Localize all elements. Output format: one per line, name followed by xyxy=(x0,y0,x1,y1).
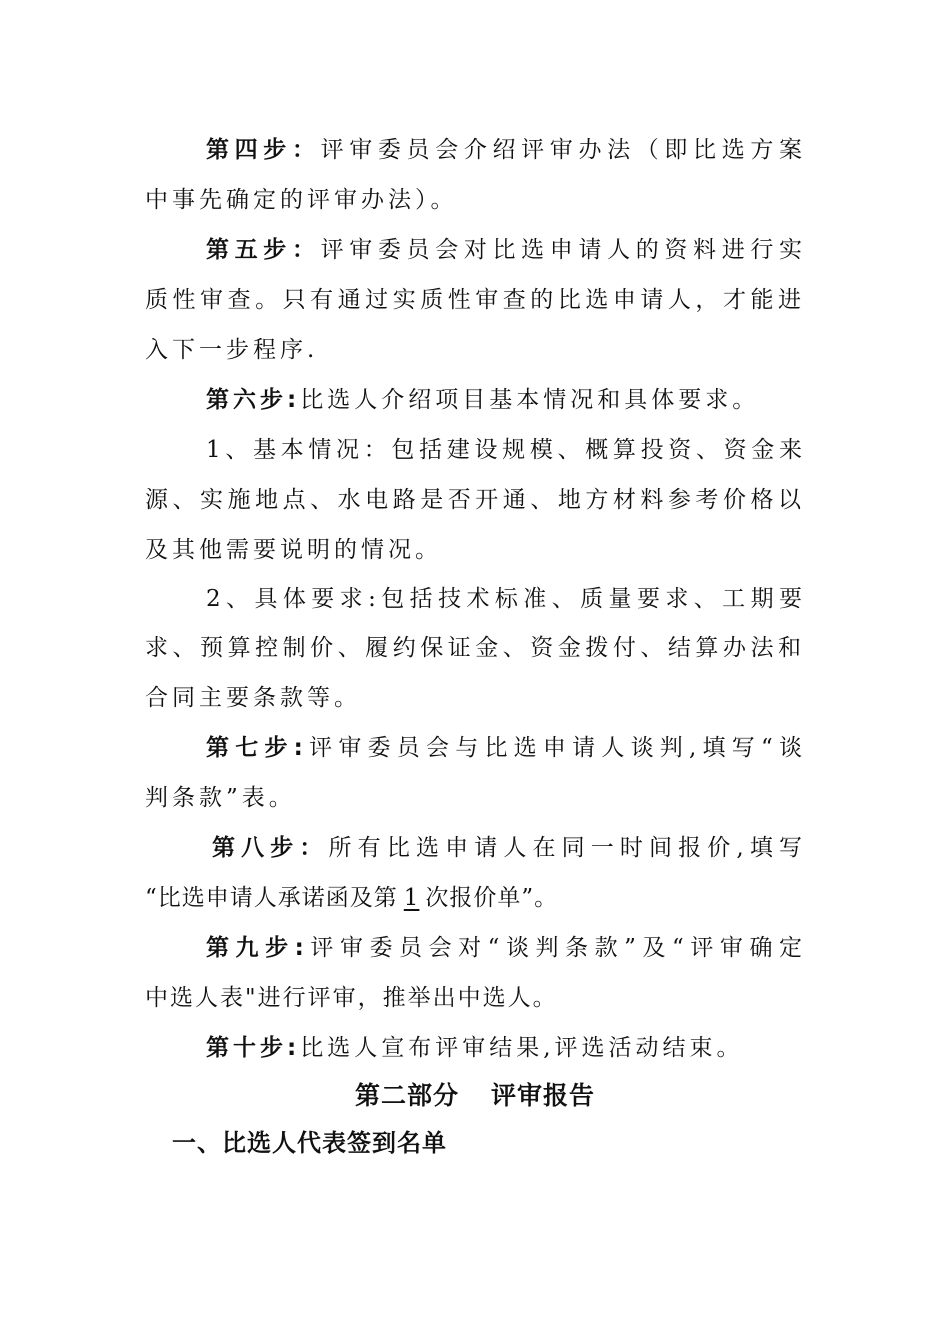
part2-title-b: 评审报告 xyxy=(491,1081,596,1110)
step7-text1: 评审委员会与比选申请人谈判,填写“谈 xyxy=(306,735,806,761)
step9-label: 第九步: xyxy=(206,935,308,961)
step8-label: 第八步： xyxy=(212,835,329,861)
step5-line2: 质性审查。只有通过实质性审查的比选申请人，才能进 xyxy=(145,287,805,313)
part2-title-a: 第二部分 xyxy=(354,1081,459,1110)
step5-label: 第五步： xyxy=(206,237,321,263)
step8-text2b: 次报价单”。 xyxy=(425,885,559,911)
step4-text1: 评审委员会介绍评审办法（即比选方案 xyxy=(320,137,806,163)
step6-label: 第六步: xyxy=(206,387,301,413)
step6-line1 xyxy=(206,385,806,415)
step10-label: 第十步: xyxy=(206,1035,301,1061)
step8-text1: 所有比选申请人在同一时间报价,填写 xyxy=(328,835,806,861)
step9-line1 xyxy=(206,933,806,963)
item1-line3: 及其他需要说明的情况。 xyxy=(145,537,442,563)
step9-text1: 评审委员会对“谈判条款”及“评审确定 xyxy=(307,935,806,961)
step8-blank-number: 1 xyxy=(403,885,420,911)
step9-line2: 中选人表"进行评审，推举出中选人。 xyxy=(145,985,558,1011)
step7-label: 第七步: xyxy=(206,735,307,761)
section1-heading: 一、比选人代表签到名单 xyxy=(172,1129,447,1157)
step4-line1 xyxy=(206,135,806,165)
step8-text2a: “比选申请人承诺函及第 xyxy=(145,885,398,911)
item1-line1: 1、基本情况：包括建设规模、概算投资、资金来 xyxy=(206,437,806,463)
step5-line3: 入下一步程序. xyxy=(145,337,319,363)
item1-line2: 源、实施地点、水电路是否开通、地方材料参考价格以 xyxy=(145,487,805,513)
step7-line2: 判条款”表。 xyxy=(145,785,296,811)
step6-text1: 比选人介绍项目基本情况和具体要求。 xyxy=(300,387,760,413)
step8-line2 xyxy=(145,883,805,913)
step10-line1 xyxy=(206,1033,806,1063)
step10-text1: 比选人宣布评审结果,评选活动结束。 xyxy=(300,1035,744,1061)
part2-heading xyxy=(0,1080,950,1112)
step5-line1 xyxy=(206,235,806,265)
step7-line1 xyxy=(206,733,806,763)
step4-label: 第四步： xyxy=(206,137,321,163)
item2-line2: 求、预算控制价、履约保证金、资金拨付、结算办法和 xyxy=(145,635,805,661)
step8-line1 xyxy=(212,833,806,863)
item2-line1: 2、具体要求:包括技术标准、质量要求、工期要 xyxy=(206,586,806,612)
item2-line3: 合同主要条款等。 xyxy=(145,685,361,711)
step5-text1: 评审委员会对比选申请人的资料进行实 xyxy=(320,237,806,263)
step4-line2: 中事先确定的评审办法）。 xyxy=(145,187,458,213)
